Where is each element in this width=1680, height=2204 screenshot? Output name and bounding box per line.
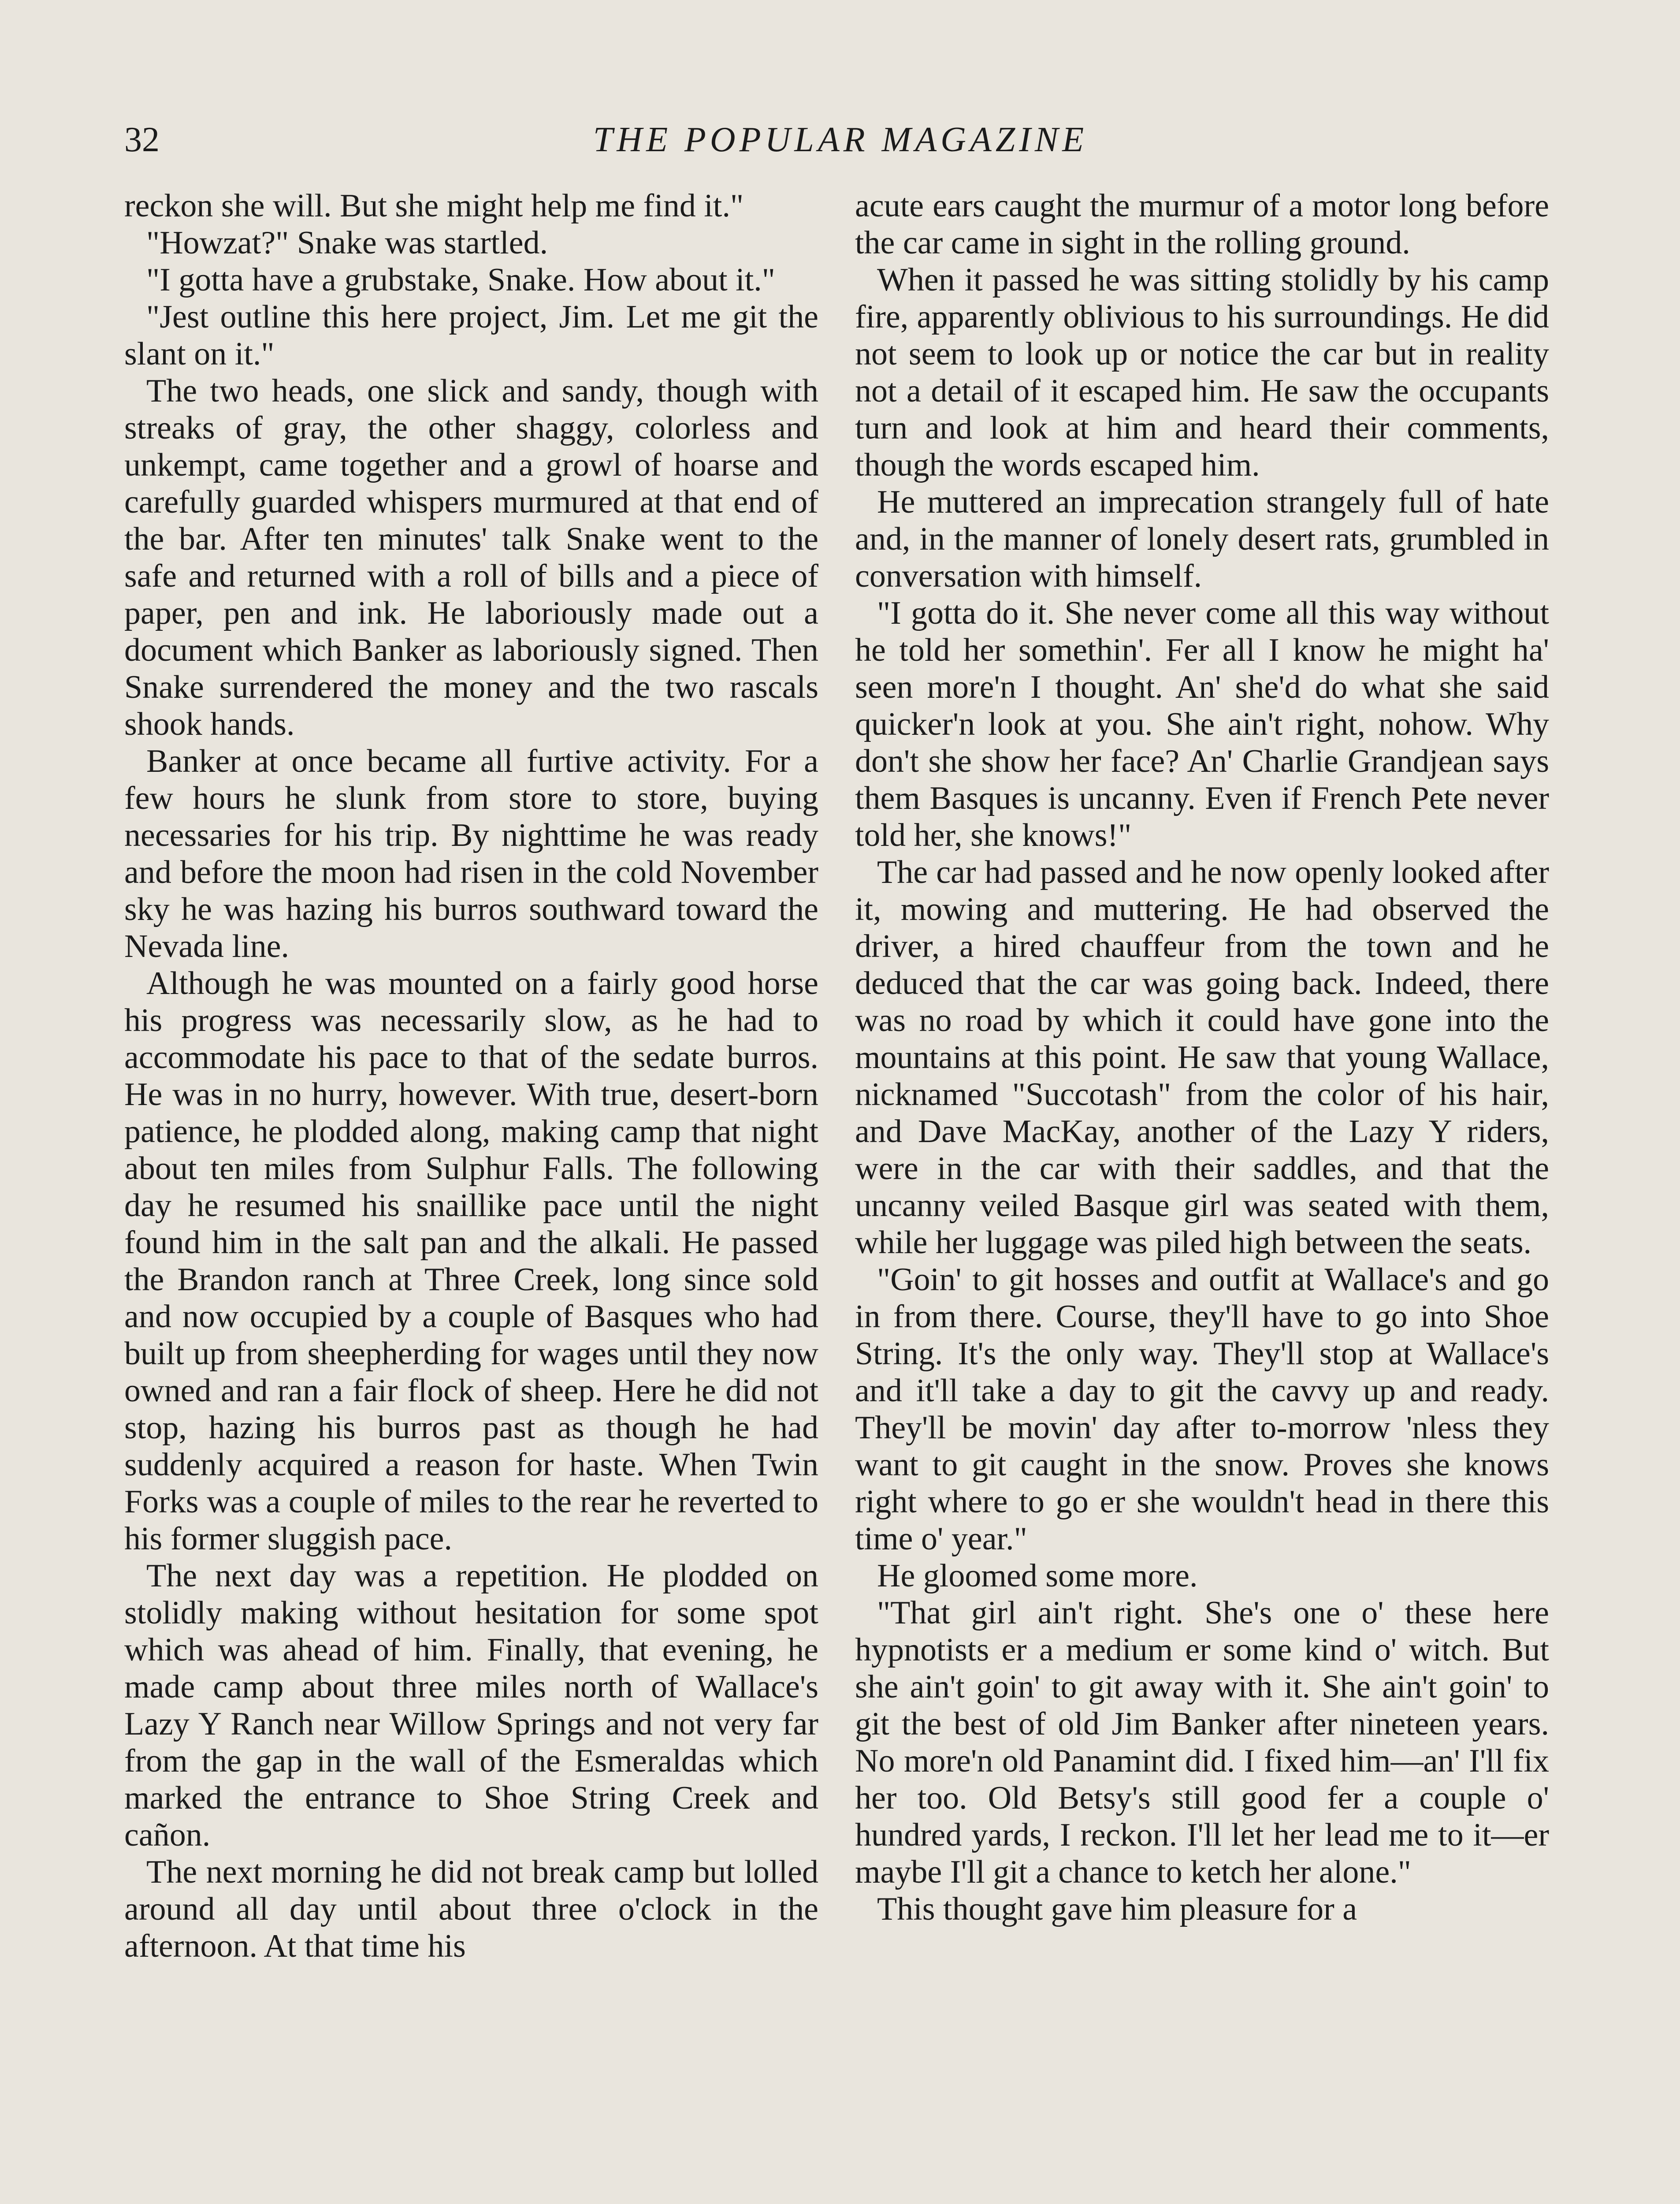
- paragraph: The car had passed and he now openly looked after it, mowing and muttering. He had observed the driver, a hired chauffeur from the town and he deduced that the car was going back. Indeed, there was no road by which it could have gone into the mountains at this point. He saw that young Wallace, nicknamed "Succotash" from the color of his hair, and Dave MacKay, another of the Lazy Y riders, were in the car with their saddles, and that the uncanny veiled Basque girl was seated with them, while her luggage was piled high between the seats.: [855, 854, 1549, 1261]
- right-column: [855, 187, 1549, 1928]
- paragraph: He muttered an imprecation strangely full of hate and, in the manner of lonely desert rats, grumbled in conversation with himself.: [855, 484, 1549, 594]
- paragraph: acute ears caught the murmur of a motor long before the car came in sight in the rolling ground.: [855, 188, 1549, 261]
- running-title: THE POPULAR MAGAZINE: [593, 120, 1088, 159]
- paragraph: "That girl ain't right. She's one o' these here hypnotists er a medium er some kind o' witch. But she ain't goin' to git away with it. She ain't goin' to git the best of old Jim Banker after nineteen years. No more'n old Panamint did. I fixed him—an' I'll fix her too. Old Betsy's still good fer a couple o' hundred yards, I reckon. I'll let her lead me to it—er maybe I'll git a chance to ketch her alone.": [855, 1595, 1549, 1890]
- page-number: 32: [124, 120, 160, 159]
- paragraph: This thought gave him pleasure for a: [877, 1891, 1357, 1927]
- paragraph: The next day was a repetition. He plodded on stolidly making without hesitation for some spot which was ahead of him. Finally, that evening, he made camp about three miles north of Wallace's Lazy Y Ranch near Willow Springs and not very far from the gap in the wall of the Esmeraldas which marked the entrance to Shoe String Creek and cañon.: [124, 1558, 818, 1853]
- paragraph: "Goin' to git hosses and outfit at Wallace's and go in from there. Course, they'll have to go into Shoe String. It's the only way. They'll stop at Wallace's and it'll take a day to git the cavvy up and ready. They'll be movin' day after to-morrow 'nless they want to git caught in the snow. Proves she knows right where to go er she wouldn't head in there this time o' year.": [855, 1262, 1549, 1557]
- paragraph: "I gotta do it. She never come all this way without he told her somethin'. Fer all I know he might ha' seen more'n I thought. An' she'd do what she said quicker'n look at you. She ain't right, nohow. Why don't she show her face? An' Charlie Grandjean says them Basques is uncanny. Even if French Pete never told her, she knows!": [855, 595, 1549, 853]
- paragraph: Banker at once became all furtive activity. For a few hours he slunk from store to store, buying necessaries for his trip. By nighttime he was ready and before the moon had risen in the cold November sky he was hazing his burros southward toward the Nevada line.: [124, 743, 818, 964]
- paragraph: reckon she will. But she might help me find it.": [124, 188, 744, 224]
- paragraph: He gloomed some more.: [877, 1558, 1198, 1594]
- page-header: [124, 111, 1557, 168]
- paragraph: When it passed he was sitting stolidly by his camp fire, apparently oblivious to his surroundings. He did not seem to look up or notice the car but in reality not a detail of it escaped him. He saw the occupants turn and look at him and heard their comments, though the words escaped him.: [855, 262, 1549, 483]
- paragraph: The next morning he did not break camp but lolled around all day until about three o'clock in the afternoon. At that time his: [124, 1854, 818, 1964]
- left-column: [124, 187, 818, 1965]
- paragraph: The two heads, one slick and sandy, though with streaks of gray, the other shaggy, colorless and unkempt, came together and a growl of hoarse and carefully guarded whispers murmured at that end of the bar. After ten minutes' talk Snake went to the safe and returned with a roll of bills and a piece of paper, pen and ink. He laboriously made out a document which Banker as laboriously signed. Then Snake surrendered the money and the two rascals shook hands.: [124, 373, 818, 742]
- paragraph: "Howzat?" Snake was startled.: [146, 225, 548, 261]
- paragraph: Although he was mounted on a fairly good horse his progress was necessarily slow, as he had to accommodate his pace to that of the sedate burros. He was in no hurry, however. With true, desert-born patience, he plodded along, making camp that night about ten miles from Sulphur Falls. The following day he resumed his snaillike pace until the night found him in the salt pan and the alkali. He passed the Brandon ranch at Three Creek, long since sold and now occupied by a couple of Basques who had built up from sheepherding for wages until they now owned and ran a fair flock of sheep. Here he did not stop, hazing his burros past as though he had suddenly acquired a reason for haste. When Twin Forks was a couple of miles to the rear he reverted to his former sluggish pace.: [124, 965, 818, 1557]
- paragraph: "I gotta have a grubstake, Snake. How about it.": [146, 262, 775, 298]
- paragraph: "Jest outline this here project, Jim. Let me git the slant on it.": [124, 299, 818, 372]
